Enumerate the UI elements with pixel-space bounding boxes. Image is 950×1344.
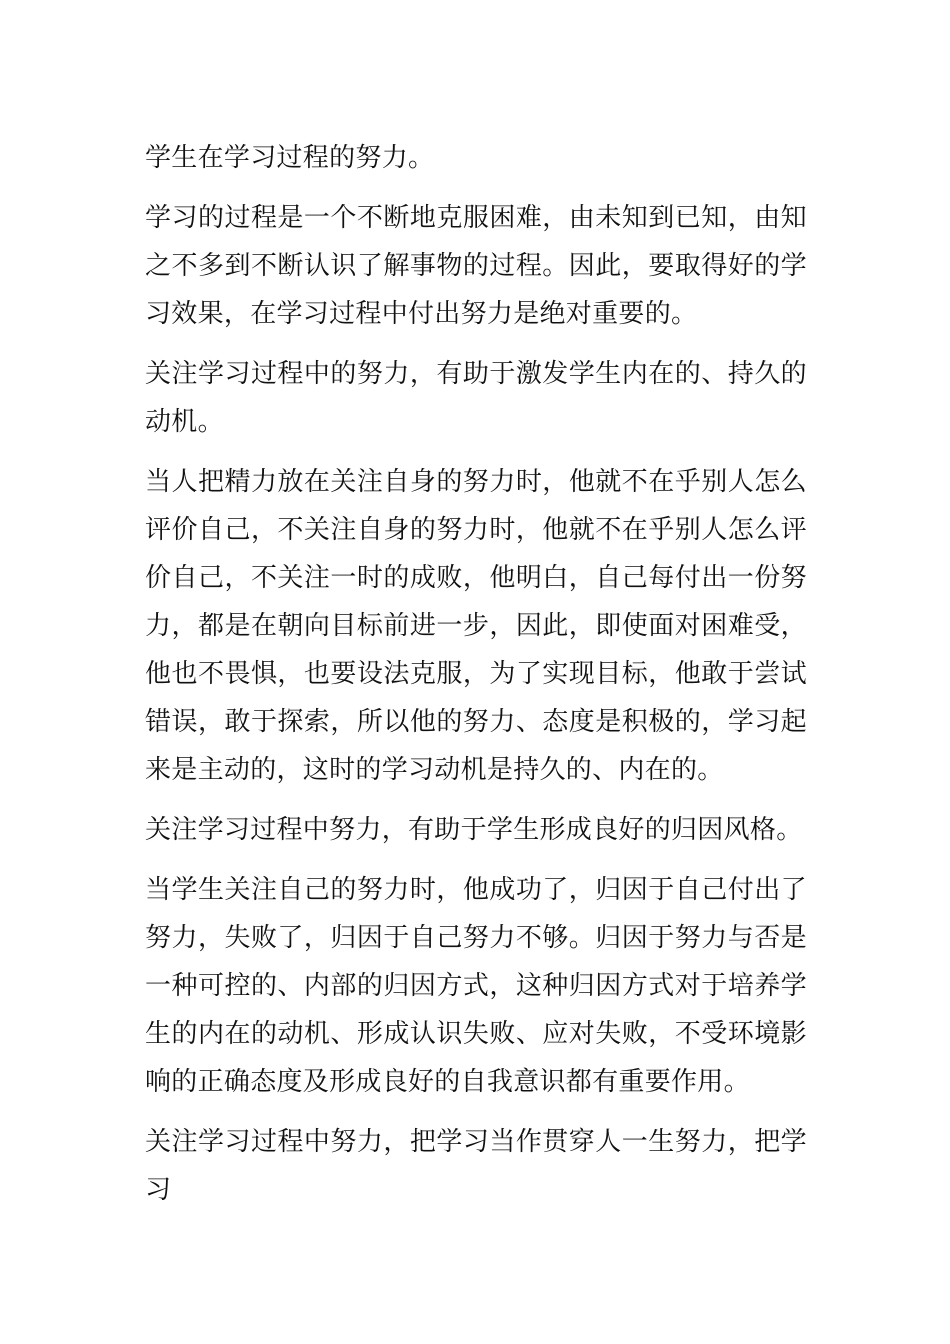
document-body: [145, 134, 807, 1226]
paragraph-6: 当学生关注自己的努力时，他成功了，归因于自己付出了努力，失败了，归因于自己努力不够。归因于努力与否是一种可控的、内部的归因方式，这种归因方式对于培养学生的内在的动机、形成认识失败、应对失败，不受环境影响的正确态度及形成良好的自我意识都有重要作用。: [145, 875, 807, 1097]
paragraph-4: 当人把精力放在关注自身的努力时，他就不在乎别人怎么评价自己，不关注自身的努力时，他就不在乎别人怎么评价自己，不关注一时的成败，他明白，自己每付出一份努力，都是在朝向目标前进一步，因此，即使面对困难受，他也不畏惧，也要设法克服，为了实现目标，他敢于尝试错误，敢于探索，所以他的努力、态度是积极的，学习起来是主动的，这时的学习动机是持久的、内在的。: [145, 467, 807, 785]
paragraph-5: 关注学习过程中努力，有助于学生形成良好的归因风格。: [145, 815, 803, 845]
paragraph-7: 关注学习过程中努力，把学习当作贯穿人一生努力，把学习: [145, 1127, 807, 1205]
paragraph-3: 关注学习过程中的努力，有助于激发学生内在的、持久的动机。: [145, 359, 807, 437]
paragraph-2: 学习的过程是一个不断地克服困难，由未知到已知，由知之不多到不断认识了解事物的过程。因此，要取得好的学习效果，在学习过程中付出努力是绝对重要的。: [145, 203, 807, 329]
paragraph-1: 学生在学习过程的努力。: [145, 143, 435, 173]
